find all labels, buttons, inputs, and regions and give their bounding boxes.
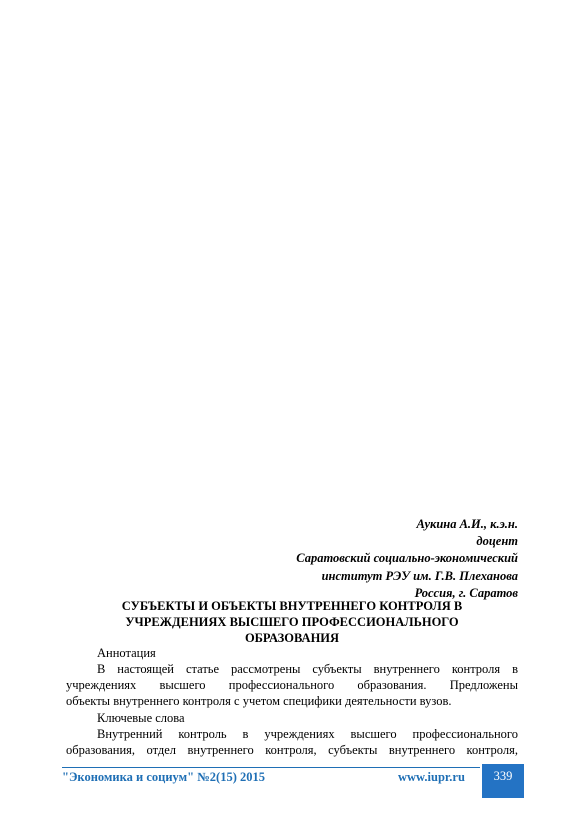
keywords-text [66,726,518,758]
article-title-line2: УЧРЕЖДЕНИЯХ ВЫСШЕГО ПРОФЕССИОНАЛЬНОГО [125,615,459,629]
author-institution-line1: Саратовский социально-экономический [296,551,518,566]
author-location: Россия, г. Саратов [414,585,518,600]
keywords-line: Внутренний контроль в учреждениях высшего профессионального [97,727,518,741]
page-number: 339 [493,769,513,783]
author-name: Аукина А.И., к.э.н. [416,517,518,531]
abstract-heading: Аннотация [97,646,156,660]
footer-journal-title: "Экономика и социум" №2(15) 2015 [62,770,265,784]
abstract-text [66,661,518,710]
footer-website-link[interactable]: www.iupr.ru [398,770,465,784]
page-number-badge [482,764,524,798]
author-block [296,516,518,602]
abstract-line: учреждениях высшего профессионального образования. Предложены [66,678,518,693]
article-title [66,598,518,646]
author-institution-line2: институт РЭУ им. Г.В. Плеханова [321,568,518,583]
author-position: доцент [476,534,518,549]
article-title-line3: ОБРАЗОВАНИЯ [244,631,340,645]
abstract-line: объекты внутреннего контроля с учетом специфики деятельности вузов. [66,694,452,709]
footer-divider [62,767,480,768]
keywords-line: образования, отдел внутреннего контроля, субъекты внутреннего контроля, [66,743,518,758]
keywords-heading: Ключевые слова [97,711,185,725]
article-title-line1: СУБЪЕКТЫ И ОБЪЕКТЫ ВНУТРЕННЕГО КОНТРОЛЯ В [121,599,463,613]
abstract-line: В настоящей статье рассмотрены субъекты внутреннего контроля в [97,662,518,676]
